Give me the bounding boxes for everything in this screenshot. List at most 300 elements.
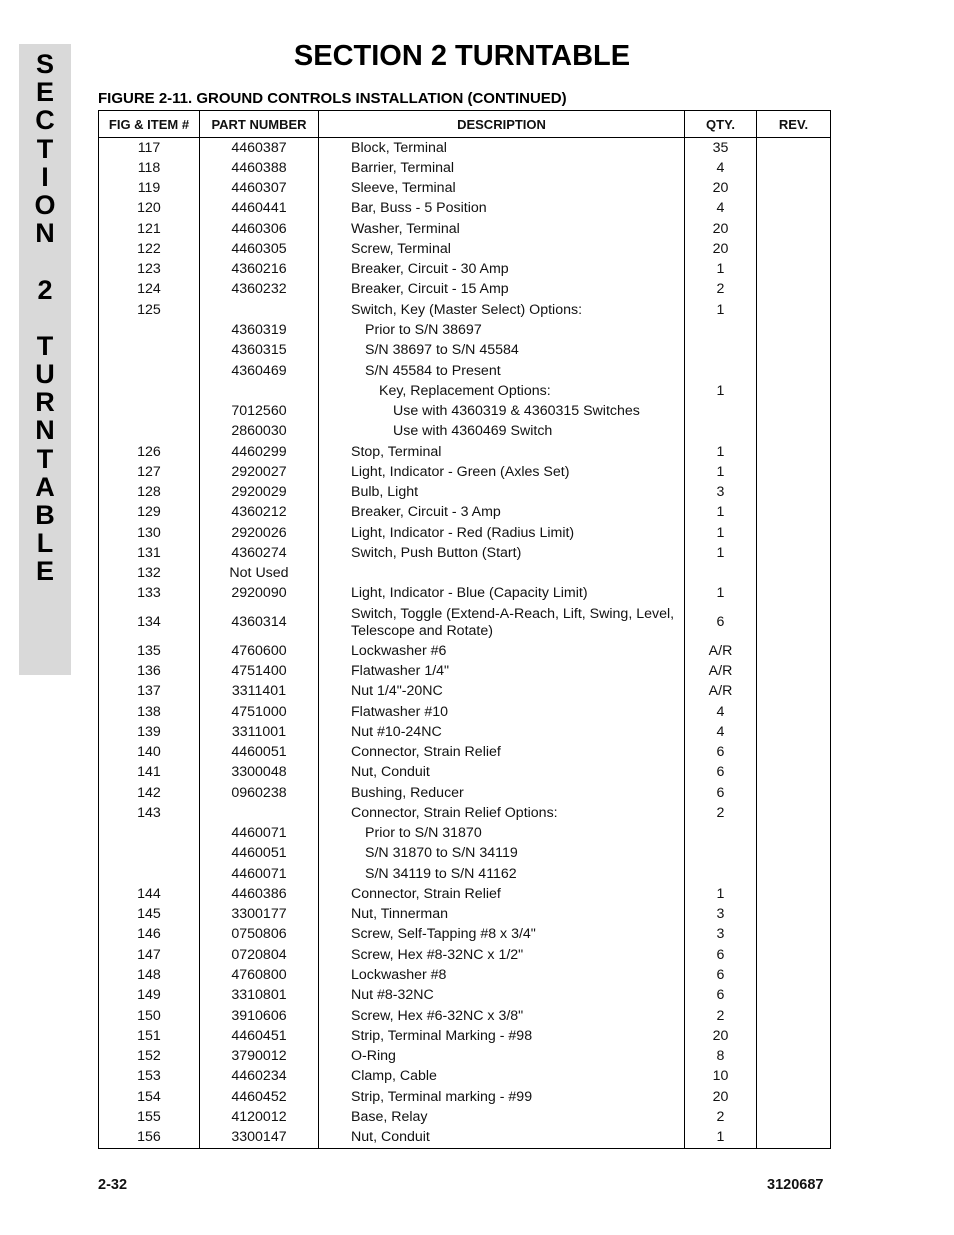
- cell-item-number: [99, 381, 200, 401]
- cell-description: [319, 564, 685, 584]
- table-row: [99, 138, 831, 159]
- cell-description: [319, 905, 685, 925]
- cell-description: [319, 864, 685, 884]
- cell-part-number: 4460071: [200, 824, 319, 844]
- cell-item-number: 117: [99, 138, 200, 159]
- cell-part-number: 3300048: [200, 763, 319, 783]
- table-row: [99, 844, 831, 864]
- cell-item-number: 126: [99, 442, 200, 462]
- cell-description: [319, 219, 685, 239]
- cell-part-number: 0720804: [200, 945, 319, 965]
- cell-part-number: 4460452: [200, 1087, 319, 1107]
- cell-description: [319, 1087, 685, 1107]
- cell-revision: [757, 925, 831, 945]
- description-text: Bar, Buss - 5 Position: [351, 200, 487, 217]
- table-row: [99, 682, 831, 702]
- cell-part-number: 4460451: [200, 1026, 319, 1046]
- cell-part-number: 2920090: [200, 584, 319, 604]
- cell-part-number: 2920029: [200, 483, 319, 503]
- cell-item-number: 121: [99, 219, 200, 239]
- cell-revision: [757, 341, 831, 361]
- description-text: Switch, Key (Master Select) Options:: [351, 301, 583, 318]
- table-row: [99, 905, 831, 925]
- cell-item-number: 127: [99, 462, 200, 482]
- cell-item-number: 137: [99, 682, 200, 702]
- table-row: [99, 763, 831, 783]
- cell-quantity: 2: [685, 280, 757, 300]
- cell-quantity: 20: [685, 1026, 757, 1046]
- cell-part-number: 3310801: [200, 986, 319, 1006]
- table-row: [99, 1087, 831, 1107]
- cell-description: [319, 280, 685, 300]
- cell-revision: [757, 361, 831, 381]
- cell-revision: [757, 905, 831, 925]
- cell-quantity: 6: [685, 742, 757, 762]
- table-row: [99, 722, 831, 742]
- cell-quantity: 3: [685, 905, 757, 925]
- cell-revision: [757, 1107, 831, 1127]
- description-text: Use with 4360469 Switch: [393, 423, 553, 440]
- cell-description: [319, 442, 685, 462]
- side-tab-letter: S: [35, 49, 54, 79]
- cell-revision: [757, 1067, 831, 1087]
- cell-description: [319, 381, 685, 401]
- description-text: S/N 38697 to S/N 45584: [365, 342, 519, 359]
- cell-revision: [757, 884, 831, 904]
- description-text: Nut 1/4"-20NC: [351, 683, 443, 700]
- cell-item-number: 132: [99, 564, 200, 584]
- cell-description: [319, 925, 685, 945]
- description-text: Breaker, Circuit - 30 Amp: [351, 261, 509, 278]
- table-row: [99, 1107, 831, 1127]
- cell-quantity: 4: [685, 199, 757, 219]
- description-text: Switch, Toggle (Extend-A-Reach, Lift, Swing, Level, Telescope and Rotate): [351, 605, 675, 639]
- column-header-qty: QTY.: [685, 111, 757, 138]
- column-header-item: FIG & ITEM #: [99, 111, 200, 138]
- cell-description: [319, 300, 685, 320]
- cell-item-number: 143: [99, 803, 200, 823]
- side-tab-letter: E: [35, 77, 54, 108]
- cell-item-number: 133: [99, 584, 200, 604]
- cell-revision: [757, 641, 831, 661]
- side-tab-letter: O: [34, 189, 56, 220]
- table-row: [99, 1127, 831, 1148]
- cell-item-number: 138: [99, 702, 200, 722]
- cell-revision: [757, 844, 831, 864]
- cell-revision: [757, 300, 831, 320]
- cell-revision: [757, 462, 831, 482]
- side-tab-letter: N: [35, 218, 55, 249]
- cell-part-number: 4360274: [200, 543, 319, 563]
- description-text: Clamp, Cable: [351, 1068, 437, 1085]
- description-text: Light, Indicator - Blue (Capacity Limit): [351, 585, 588, 602]
- cell-part-number: 4460387: [200, 138, 319, 159]
- table-body: [99, 138, 831, 1149]
- cell-item-number: [99, 864, 200, 884]
- table-row: [99, 158, 831, 178]
- cell-part-number: 4460388: [200, 158, 319, 178]
- cell-quantity: 1: [685, 381, 757, 401]
- cell-part-number: 4360314: [200, 604, 319, 641]
- table-row: [99, 1026, 831, 1046]
- description-text: Screw, Self-Tapping #8 x 3/4": [351, 926, 536, 943]
- cell-part-number: 4360469: [200, 361, 319, 381]
- cell-quantity: 35: [685, 138, 757, 159]
- description-text: S/N 45584 to Present: [365, 362, 501, 379]
- cell-part-number: [200, 803, 319, 823]
- description-text: Nut, Conduit: [351, 764, 430, 781]
- description-text: Connector, Strain Relief Options:: [351, 804, 558, 821]
- cell-part-number: 4360212: [200, 503, 319, 523]
- cell-quantity: 2: [685, 1107, 757, 1127]
- description-text: Strip, Terminal Marking - #98: [351, 1027, 533, 1044]
- cell-description: [319, 986, 685, 1006]
- cell-item-number: 152: [99, 1046, 200, 1066]
- table-row: [99, 965, 831, 985]
- description-text: Bushing, Reducer: [351, 784, 464, 801]
- cell-item-number: 146: [99, 925, 200, 945]
- description-text: Block, Terminal: [351, 139, 447, 156]
- cell-item-number: 120: [99, 199, 200, 219]
- table-row: [99, 803, 831, 823]
- cell-description: [319, 1107, 685, 1127]
- cell-quantity: 6: [685, 604, 757, 641]
- cell-description: [319, 1046, 685, 1066]
- description-text: Screw, Hex #8-32NC x 1/2": [351, 946, 524, 963]
- cell-item-number: [99, 422, 200, 442]
- cell-quantity: 4: [685, 702, 757, 722]
- cell-description: [319, 462, 685, 482]
- description-text: Flatwasher #10: [351, 703, 448, 720]
- description-text: Breaker, Circuit - 3 Amp: [351, 504, 501, 521]
- cell-description: [319, 945, 685, 965]
- cell-item-number: 141: [99, 763, 200, 783]
- description-text: O-Ring: [351, 1048, 396, 1065]
- cell-part-number: 4460305: [200, 239, 319, 259]
- cell-revision: [757, 483, 831, 503]
- cell-quantity: 6: [685, 945, 757, 965]
- cell-description: [319, 763, 685, 783]
- cell-item-number: 154: [99, 1087, 200, 1107]
- cell-quantity: [685, 844, 757, 864]
- table-row: [99, 523, 831, 543]
- cell-revision: [757, 864, 831, 884]
- description-text: Switch, Push Button (Start): [351, 544, 522, 561]
- cell-item-number: 142: [99, 783, 200, 803]
- cell-part-number: 4760600: [200, 641, 319, 661]
- cell-revision: [757, 986, 831, 1006]
- cell-part-number: 4460051: [200, 742, 319, 762]
- cell-description: [319, 844, 685, 864]
- cell-revision: [757, 219, 831, 239]
- description-text: Sleeve, Terminal: [351, 180, 456, 197]
- cell-quantity: 6: [685, 965, 757, 985]
- description-text: Light, Indicator - Green (Axles Set): [351, 463, 570, 480]
- cell-description: [319, 965, 685, 985]
- cell-revision: [757, 199, 831, 219]
- table-row: [99, 702, 831, 722]
- cell-part-number: 0960238: [200, 783, 319, 803]
- table-row: [99, 564, 831, 584]
- cell-quantity: 20: [685, 1087, 757, 1107]
- side-tab-letter: U: [35, 359, 55, 390]
- cell-revision: [757, 179, 831, 199]
- table-row: [99, 864, 831, 884]
- table-row: [99, 442, 831, 462]
- page-title: SECTION 2 TURNTABLE: [293, 40, 631, 72]
- cell-part-number: 4751000: [200, 702, 319, 722]
- cell-revision: [757, 503, 831, 523]
- cell-revision: [757, 742, 831, 762]
- cell-revision: [757, 702, 831, 722]
- table-row: [99, 199, 831, 219]
- cell-description: [319, 742, 685, 762]
- side-tab-letter: B: [35, 500, 55, 530]
- cell-item-number: 149: [99, 986, 200, 1006]
- side-tab-letter: I: [41, 161, 49, 192]
- cell-quantity: 3: [685, 925, 757, 945]
- cell-revision: [757, 564, 831, 584]
- cell-revision: [757, 523, 831, 543]
- cell-part-number: [200, 300, 319, 320]
- description-text: S/N 34119 to S/N 41162: [365, 865, 517, 882]
- cell-description: [319, 803, 685, 823]
- cell-quantity: 2: [685, 803, 757, 823]
- description-text: Lockwasher #6: [351, 642, 447, 659]
- cell-item-number: 131: [99, 543, 200, 563]
- cell-quantity: 6: [685, 763, 757, 783]
- cell-revision: [757, 965, 831, 985]
- cell-item-number: 140: [99, 742, 200, 762]
- cell-description: [319, 179, 685, 199]
- cell-quantity: 1: [685, 543, 757, 563]
- side-tab-letter: 2: [37, 274, 53, 305]
- cell-description: [319, 422, 685, 442]
- cell-quantity: 1: [685, 300, 757, 320]
- cell-part-number: 4460051: [200, 844, 319, 864]
- table-row: [99, 543, 831, 563]
- cell-description: [319, 1006, 685, 1026]
- cell-revision: [757, 381, 831, 401]
- table-row: [99, 381, 831, 401]
- table-row: [99, 280, 831, 300]
- table-row: [99, 1067, 831, 1087]
- cell-revision: [757, 442, 831, 462]
- description-text: Nut #10-24NC: [351, 723, 442, 740]
- table-row: [99, 401, 831, 421]
- description-text: Prior to S/N 31870: [365, 825, 482, 842]
- table-row: [99, 179, 831, 199]
- cell-revision: [757, 824, 831, 844]
- cell-revision: [757, 763, 831, 783]
- cell-quantity: A/R: [685, 682, 757, 702]
- cell-description: [319, 341, 685, 361]
- table-row: [99, 239, 831, 259]
- table-row: [99, 584, 831, 604]
- cell-part-number: 3300147: [200, 1127, 319, 1148]
- table-row: [99, 925, 831, 945]
- cell-quantity: 1: [685, 884, 757, 904]
- cell-part-number: 4460234: [200, 1067, 319, 1087]
- description-text: Barrier, Terminal: [351, 159, 455, 176]
- cell-quantity: 10: [685, 1067, 757, 1087]
- table-row: [99, 260, 831, 280]
- cell-description: [319, 483, 685, 503]
- side-tab-letter: A: [35, 471, 55, 502]
- cell-part-number: 2920026: [200, 523, 319, 543]
- table-row: [99, 742, 831, 762]
- side-tab-letter: N: [35, 415, 55, 446]
- cell-revision: [757, 239, 831, 259]
- cell-quantity: 6: [685, 986, 757, 1006]
- description-text: S/N 31870 to S/N 34119: [365, 845, 518, 862]
- table-row: [99, 604, 831, 641]
- description-text: Screw, Terminal: [351, 240, 451, 257]
- table-row: [99, 361, 831, 381]
- cell-item-number: 139: [99, 722, 200, 742]
- cell-description: [319, 884, 685, 904]
- cell-quantity: 1: [685, 462, 757, 482]
- cell-quantity: 4: [685, 158, 757, 178]
- table-row: [99, 783, 831, 803]
- cell-item-number: 148: [99, 965, 200, 985]
- page-number: 2-32: [98, 1177, 128, 1193]
- cell-item-number: 129: [99, 503, 200, 523]
- parts-table: [98, 110, 831, 1149]
- description-text: Key, Replacement Options:: [379, 382, 551, 399]
- cell-quantity: [685, 341, 757, 361]
- cell-quantity: 1: [685, 523, 757, 543]
- cell-description: [319, 503, 685, 523]
- cell-item-number: 134: [99, 604, 200, 641]
- cell-description: [319, 824, 685, 844]
- cell-description: [319, 682, 685, 702]
- cell-revision: [757, 584, 831, 604]
- cell-part-number: 4360232: [200, 280, 319, 300]
- cell-description: [319, 523, 685, 543]
- description-text: Connector, Strain Relief: [351, 885, 501, 902]
- description-text: Nut, Tinnerman: [351, 906, 448, 923]
- table-row: [99, 300, 831, 320]
- cell-revision: [757, 945, 831, 965]
- cell-revision: [757, 1127, 831, 1148]
- cell-quantity: 20: [685, 179, 757, 199]
- column-header-part-number: PART NUMBER: [200, 111, 319, 138]
- document-number: 3120687: [767, 1177, 824, 1193]
- cell-revision: [757, 543, 831, 563]
- table-row: [99, 641, 831, 661]
- cell-item-number: 136: [99, 661, 200, 681]
- cell-description: [319, 260, 685, 280]
- cell-revision: [757, 158, 831, 178]
- cell-description: [319, 543, 685, 563]
- cell-part-number: 4360216: [200, 260, 319, 280]
- description-text: Strip, Terminal marking - #99: [351, 1088, 533, 1105]
- cell-part-number: Not Used: [200, 564, 319, 584]
- cell-description: [319, 401, 685, 421]
- cell-description: [319, 722, 685, 742]
- cell-quantity: 4: [685, 722, 757, 742]
- table-row: [99, 945, 831, 965]
- cell-revision: [757, 422, 831, 442]
- cell-item-number: 119: [99, 179, 200, 199]
- cell-quantity: 1: [685, 503, 757, 523]
- cell-quantity: 20: [685, 239, 757, 259]
- table-row: [99, 661, 831, 681]
- cell-item-number: 145: [99, 905, 200, 925]
- cell-part-number: [200, 381, 319, 401]
- cell-quantity: 1: [685, 260, 757, 280]
- cell-revision: [757, 783, 831, 803]
- description-text: Nut #8-32NC: [351, 987, 434, 1004]
- cell-quantity: [685, 422, 757, 442]
- cell-revision: [757, 1026, 831, 1046]
- cell-quantity: [685, 824, 757, 844]
- description-text: Light, Indicator - Red (Radius Limit): [351, 524, 575, 541]
- side-tab-letter: T: [36, 133, 54, 164]
- cell-revision: [757, 320, 831, 340]
- cell-part-number: 4120012: [200, 1107, 319, 1127]
- cell-item-number: 130: [99, 523, 200, 543]
- side-tab-letter: R: [35, 387, 55, 418]
- table-row: [99, 1006, 831, 1026]
- cell-description: [319, 138, 685, 159]
- side-tab-letter: C: [35, 105, 55, 136]
- cell-item-number: [99, 320, 200, 340]
- cell-item-number: 151: [99, 1026, 200, 1046]
- cell-description: [319, 604, 685, 641]
- figure-caption: FIGURE 2-11. GROUND CONTROLS INSTALLATION (CONTINUED): [98, 90, 567, 107]
- cell-description: [319, 1067, 685, 1087]
- cell-item-number: [99, 341, 200, 361]
- cell-quantity: 1: [685, 442, 757, 462]
- cell-item-number: 118: [99, 158, 200, 178]
- cell-quantity: 6: [685, 783, 757, 803]
- cell-description: [319, 1026, 685, 1046]
- table-row: [99, 824, 831, 844]
- cell-part-number: 7012560: [200, 401, 319, 421]
- description-text: Flatwasher 1/4": [351, 663, 450, 679]
- cell-part-number: 3311001: [200, 722, 319, 742]
- section-side-tab: [19, 44, 71, 675]
- cell-description: [319, 1127, 685, 1148]
- column-header-description: DESCRIPTION: [319, 111, 685, 138]
- column-header-rev: REV.: [757, 111, 831, 138]
- cell-item-number: [99, 824, 200, 844]
- cell-description: [319, 783, 685, 803]
- cell-revision: [757, 280, 831, 300]
- cell-quantity: [685, 401, 757, 421]
- cell-description: [319, 702, 685, 722]
- cell-description: [319, 199, 685, 219]
- description-text: Stop, Terminal: [351, 443, 442, 460]
- table-row: [99, 320, 831, 340]
- cell-description: [319, 661, 685, 681]
- cell-quantity: A/R: [685, 661, 757, 681]
- table-row: [99, 1046, 831, 1066]
- cell-part-number: 4460306: [200, 219, 319, 239]
- cell-item-number: 156: [99, 1127, 200, 1148]
- cell-quantity: 20: [685, 219, 757, 239]
- cell-quantity: [685, 864, 757, 884]
- cell-description: [319, 584, 685, 604]
- cell-part-number: 0750806: [200, 925, 319, 945]
- cell-item-number: 122: [99, 239, 200, 259]
- cell-item-number: 125: [99, 300, 200, 320]
- cell-quantity: [685, 361, 757, 381]
- table-row: [99, 986, 831, 1006]
- cell-revision: [757, 661, 831, 681]
